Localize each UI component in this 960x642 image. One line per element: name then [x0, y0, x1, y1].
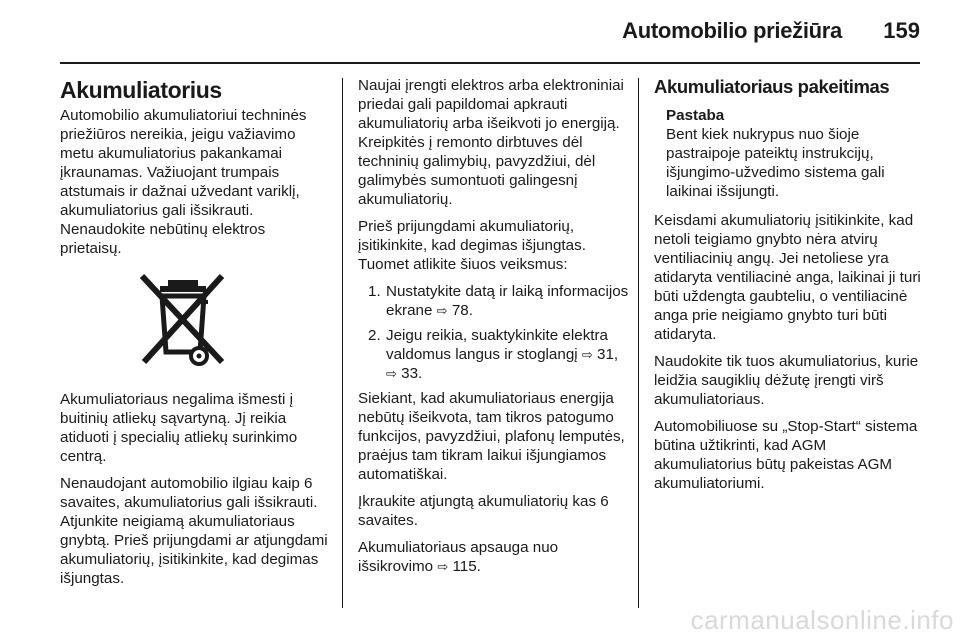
- list-item: [358, 282, 630, 320]
- recharge-paragraph: Įkraukite atjungtą akumuliatorių kas 6 savaites.: [358, 493, 609, 529]
- page-header-title: Automobilio priežiūra: [622, 18, 842, 43]
- column-divider-2: [638, 78, 639, 608]
- page-reference-link[interactable]: 31,: [597, 346, 619, 363]
- step-number: 1.: [368, 283, 381, 300]
- accessories-paragraph: Naujai įrengti elektros arba elektroniniai priedai gali papildomai apkrauti akumuliatorių arba išeikvoti jo energiją. Kreipkitės į remonto dirbtuves dėl techninių galimybių, pavyzdžiui, dėl galimybės sumontuoti galingesnį akumuliatorių.: [358, 77, 624, 208]
- replacement-paragraph-1: Keisdami akumuliatorių įsitikinkite, kad netoli teigiamo gnybto nėra atvirų ventiliacinių angų. Jei netoliese yra atidaryta ventiliacinė anga, laikinai ji turi būti uždengta gaubteliu, o ventiliacinė anga prie neigiamo gnybto turi būti atidaryta.: [654, 212, 921, 343]
- page-reference-link[interactable]: 115.: [452, 558, 481, 575]
- column-left: [60, 76, 328, 596]
- watermark: carmanualsonline.info: [690, 605, 954, 635]
- page-reference-link[interactable]: 78.: [451, 302, 473, 319]
- step-text: Nustatykite datą ir laiką informacijos ekrane: [386, 283, 629, 319]
- column-right: [654, 76, 922, 501]
- column-divider-1: [342, 78, 343, 608]
- list-item: [358, 326, 630, 383]
- energy-saving-paragraph: Siekiant, kad akumuliatoriaus energija nebūtų išeikvota, tam tikros patogumo funkcijos, pavyzdžiui, plafonų lemputės, praėjus tam tikram laikui išjungiamos automatiškai.: [358, 390, 625, 483]
- page-header: [0, 0, 960, 64]
- page-reference-icon: ⇨: [437, 559, 449, 574]
- note-text: Bent kiek nukrypus nuo šioje pastraipoje pateiktų instrukcijų, išjungimo-užvedimo sistema gali laikinai išsijungti.: [666, 126, 885, 200]
- connect-intro-paragraph: Prieš prijungdami akumuliatorių, įsitikinkite, kad degimas išjungtas. Tuomet atlikite šiuos veiksmus:: [358, 218, 586, 273]
- battery-paragraph-2: Akumuliatoriaus negalima išmesti į buitinių atliekų sąvartyną. Jį reikia atiduoti į specialių atliekų surinkimo centrą.: [60, 391, 298, 465]
- page-reference-link[interactable]: 33.: [401, 365, 423, 382]
- battery-paragraph-3: Nenaudojant automobilio ilgiau kaip 6 savaites, akumuliatorius gali išsikrauti. Atjunkite neigiamą akumuliatoriaus gnybtą. Prieš prijungdami ar atjungdami akumuliatorių, įsitikinkite, kad degimas išjungtas.: [60, 475, 328, 587]
- steps-list: [358, 282, 630, 383]
- step-number: 2.: [368, 327, 381, 344]
- page-reference-icon: ⇨: [581, 347, 593, 362]
- page-number: 159: [883, 18, 920, 43]
- header-divider: [60, 62, 920, 64]
- crossed-out-wheelie-bin-icon: [138, 272, 228, 372]
- discharge-protection-paragraph: [358, 538, 630, 576]
- replacement-paragraph-3: Automobiliuose su „Stop-Start“ sistema būtina užtikrinti, kad AGM akumuliatorius būtų pakeistas AGM akumuliatoriumi.: [654, 418, 918, 492]
- discharge-protection-text: Akumuliatoriaus apsauga nuo išsikrovimo: [358, 539, 559, 575]
- replacement-paragraph-2: Naudokite tik tuos akumuliatorius, kurie leidžia saugiklių dėžutę įrengti virš akumuliatoriaus.: [654, 353, 919, 408]
- column-middle: [358, 76, 630, 584]
- section-title-battery: Akumuliatorius: [60, 77, 222, 103]
- battery-paragraph-1: Automobilio akumuliatoriui techninės priežiūros nereikia, jeigu važiavimo metu akumuliatorius pakankamai įkraunamas. Važiuojant trumpais atstumais ir dažnai užvedant variklį, akumuliatorius gali išsikrauti. Nenaudokite nebūtinų elektros prietaisų.: [60, 107, 307, 257]
- step-text: Jeigu reikia, suaktykinkite elektra valdomus langus ir stoglangį: [386, 327, 609, 363]
- note-label: Pastaba: [666, 107, 725, 124]
- page-reference-icon: ⇨: [436, 303, 448, 318]
- note-box: [666, 106, 922, 201]
- page-reference-icon: ⇨: [386, 366, 397, 381]
- section-title-battery-replacement: Akumuliatoriaus pakeitimas: [654, 76, 890, 97]
